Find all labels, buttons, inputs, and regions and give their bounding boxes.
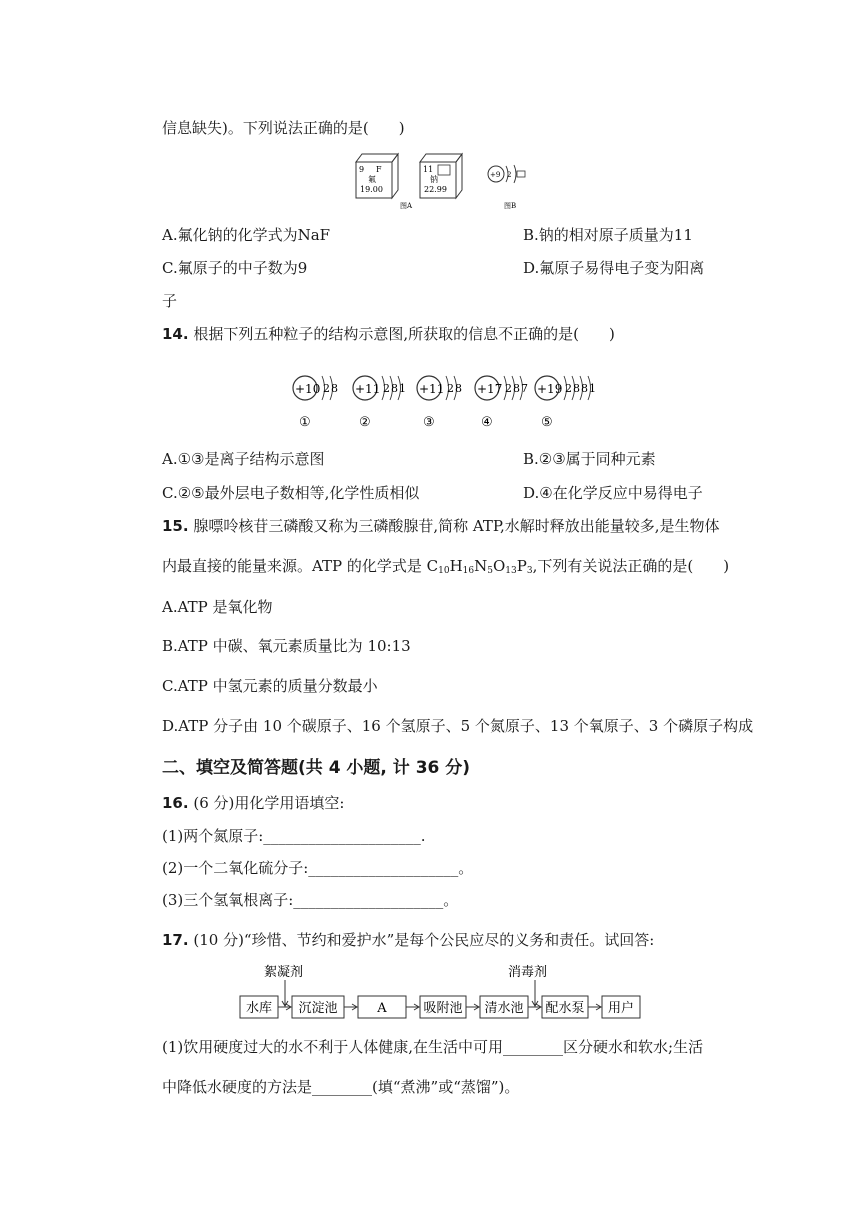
shell-electron-count: 8 <box>331 382 338 395</box>
particle-label: ② <box>359 415 371 430</box>
formula-sub-p: 3 <box>526 566 533 576</box>
q13-option-d-continued: 子 <box>162 292 178 310</box>
flow-box-label: A <box>377 1001 387 1016</box>
q15-number: 15. <box>162 517 189 535</box>
shell-electron-count: 2 <box>383 382 390 395</box>
shell-electron-count: 2 <box>505 382 512 395</box>
disinfectant-label: 消毒剂 <box>508 965 548 980</box>
particle-diagram-3 <box>417 376 462 430</box>
figure-b-label: 图B <box>504 202 517 210</box>
particle-label: ① <box>299 415 311 430</box>
formula-sub-n: 5 <box>487 566 493 576</box>
q14-stem-text: 根据下列五种粒子的结构示意图,所获取的信息不正确的是( ) <box>193 325 615 343</box>
particle-label: ⑤ <box>541 415 553 430</box>
q15-option-b: B.ATP 中碳、氧元素质量比为 10:13 <box>162 637 411 655</box>
q14-option-b: B.②③属于同种元素 <box>523 450 656 468</box>
fluorine-name: 氟 <box>368 175 376 184</box>
fluorine-atom-diagram <box>488 165 525 183</box>
q14-number: 14. <box>162 325 189 343</box>
q17-part1-line2: 中降低水硬度的方法是________(填“煮沸”或“蒸馏”)。 <box>162 1078 520 1096</box>
shell-electron-count: 1 <box>589 382 596 395</box>
q13-option-a: A.氟化钠的化学式为NaF <box>162 226 331 244</box>
flow-box-label: 沉淀池 <box>298 1001 338 1016</box>
q16-item-3: (3)三个氢氧根离子:____________________。 <box>162 891 459 909</box>
shell-electron-count: 7 <box>521 382 528 395</box>
q13-figure <box>354 150 534 216</box>
flow-box-label: 配水泵 <box>545 1001 585 1016</box>
fluorine-mass: 19.00 <box>360 185 383 194</box>
q16-number: 16. <box>162 794 189 812</box>
figure-a-label: 图A <box>400 202 413 210</box>
formula-sub-c: 10 <box>438 566 450 576</box>
q13-option-c: C.氟原子的中子数为9 <box>162 259 308 277</box>
q14-stem <box>162 324 615 344</box>
q15-option-a: A.ATP 是氧化物 <box>162 598 273 616</box>
q17-water-flow-diagram <box>238 962 658 1028</box>
q14-option-c: C.②⑤最外层电子数相等,化学性质相似 <box>162 484 420 502</box>
formula-sub-h: 16 <box>462 566 475 576</box>
particle-diagram-1 <box>293 376 338 430</box>
coagulant-arrow <box>282 980 288 1006</box>
fluorine-cube <box>356 154 398 198</box>
q15-line2: 内最直接的能量来源。ATP 的化学式是 $C_{10}H_{16}N_5O_{13}P_3$,下列有关说法正确的是( ) <box>162 557 730 576</box>
shell-electron-count: 8 <box>391 382 398 395</box>
q14-option-d: D.④在化学反应中易得电子 <box>523 484 703 502</box>
q16-stem <box>162 793 344 813</box>
particle-diagram-4 <box>475 376 528 430</box>
formula-sub-o: 13 <box>505 566 517 576</box>
shell-electron-count: 8 <box>513 382 520 395</box>
flow-arrow <box>344 1004 357 1010</box>
particle-diagram-2 <box>353 376 406 430</box>
flow-box-label: 吸附池 <box>423 1001 463 1016</box>
flow-arrow <box>588 1004 601 1010</box>
sodium-mass: 22.99 <box>424 185 447 194</box>
particle-label: ④ <box>481 415 493 430</box>
q15-option-d: D.ATP 分子由 10 个碳原子、16 个氢原子、5 个氮原子、13 个氧原子、3 个磷原子构成 <box>162 717 754 735</box>
q13-option-b: B.钠的相对原子质量为11 <box>523 226 693 244</box>
shell-electron-count: 8 <box>573 382 580 395</box>
disinfectant-arrow <box>532 980 538 1006</box>
q15-line2-post: ,下列有关说法正确的是( ) <box>532 557 730 575</box>
particle-nucleus: +11 <box>419 382 445 396</box>
particle-nucleus: +17 <box>477 382 503 396</box>
fluorine-symbol: F <box>376 165 382 174</box>
coagulant-label: 絮凝剂 <box>264 965 304 980</box>
q17-stem-text: (10 分)“珍惜、节约和爱护水”是每个公民应尽的义务和责任。试回答: <box>193 931 655 949</box>
particle-nucleus: +11 <box>355 382 381 396</box>
particle-diagram-5 <box>535 376 596 430</box>
figb-nucleus: +9 <box>490 171 501 179</box>
q14-option-a: A.①③是离子结构示意图 <box>162 450 325 468</box>
figb-shell: 2 <box>507 171 512 179</box>
flow-box-label: 清水池 <box>484 1001 524 1016</box>
flow-box-label: 用户 <box>607 1001 635 1016</box>
sodium-cube <box>420 154 462 198</box>
fluorine-number: 9 <box>359 165 365 174</box>
particle-nucleus: +10 <box>295 382 321 396</box>
particle-label: ③ <box>423 415 435 430</box>
shell-electron-count: 8 <box>581 382 588 395</box>
shell-electron-count: 1 <box>399 382 406 395</box>
q15-line2-pre: 内最直接的能量来源。ATP 的化学式是 C <box>162 557 439 575</box>
q14-particle-diagrams <box>288 368 608 438</box>
particle-nucleus: +19 <box>537 382 563 396</box>
q13-stem-tail: 信息缺失)。下列说法正确的是( ) <box>162 119 405 137</box>
section-2-title: 二、填空及简答题(共 4 小题, 计 36 分) <box>162 758 471 778</box>
shell-electron-count: 2 <box>447 382 454 395</box>
shell-electron-count: 8 <box>455 382 462 395</box>
q15-option-c: C.ATP 中氢元素的质量分数最小 <box>162 677 378 695</box>
sodium-number: 11 <box>423 165 434 174</box>
q13-option-d: D.氟原子易得电子变为阳离 <box>523 259 705 277</box>
q15-line1 <box>162 516 720 536</box>
flow-arrow <box>466 1004 479 1010</box>
q16-item-1: (1)两个氮原子:_____________________. <box>162 827 426 845</box>
q17-number: 17. <box>162 931 189 949</box>
flow-box-label: 水库 <box>245 1001 273 1016</box>
q16-stem-text: (6 分)用化学用语填空: <box>193 794 345 812</box>
q16-item-2: (2)一个二氧化硫分子:____________________。 <box>162 859 474 877</box>
q17-stem <box>162 930 654 950</box>
q17-part1-line1: (1)饮用硬度过大的水不利于人体健康,在生活中可用________区分硬水和软水;生活 <box>162 1038 704 1056</box>
shell-electron-count: 2 <box>323 382 330 395</box>
q15-line1-text: 腺嘌呤核苷三磷酸又称为三磷酸腺苷,简称 ATP,水解时释放出能量较多,是生物体 <box>193 517 720 535</box>
flow-arrow <box>406 1004 419 1010</box>
sodium-name: 钠 <box>430 175 438 184</box>
shell-electron-count: 2 <box>565 382 572 395</box>
